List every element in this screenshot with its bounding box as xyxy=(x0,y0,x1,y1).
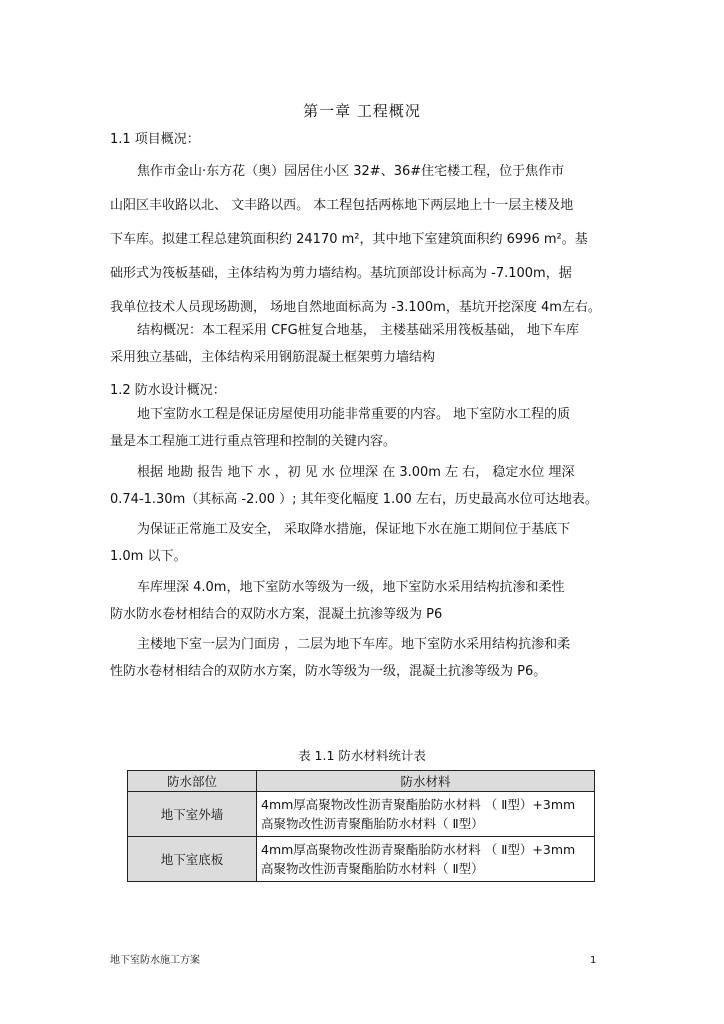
cell-part: 地下室底板 xyxy=(128,837,257,882)
paragraph-line: 采用独立基础，主体结构采用钢筋混凝土框架剪力墙结构 xyxy=(110,350,436,365)
material-line: 4mm厚高聚物改性沥青聚酯胎防水材料 （ Ⅱ型）+3mm xyxy=(261,842,576,857)
table-row xyxy=(128,837,595,882)
paragraph-line: 性防水卷材相结合的双防水方案，防水等级为一级，混凝土抗渗等级为 P6。 xyxy=(110,664,547,679)
header-material: 防水材料 xyxy=(257,771,595,792)
chapter-title: 第一章 工程概况 xyxy=(303,102,421,120)
table-caption: 表 1.1 防水材料统计表 xyxy=(298,748,426,763)
material-line: 高聚物改性沥青聚酯胎防水材料（ Ⅱ型） xyxy=(261,816,484,831)
paragraph-line: 山阳区丰收路以北、 文丰路以西。 本工程包括两栋地下两层地上十一层主楼及地 xyxy=(110,198,574,213)
material-line: 4mm厚高聚物改性沥青聚酯胎防水材料 （ Ⅱ型）+3mm xyxy=(261,797,576,812)
table-header-row xyxy=(128,771,595,792)
paragraph-line: 防水防水卷材相结合的双防水方案，混凝土抗渗等级为 P6 xyxy=(110,607,443,622)
paragraph-line: 量是本工程施工进行重点管理和控制的关键内容。 xyxy=(110,434,397,449)
cell-material xyxy=(257,837,595,882)
waterproof-materials-table xyxy=(127,770,595,882)
header-part: 防水部位 xyxy=(128,771,257,792)
material-line: 高聚物改性沥青聚酯胎防水材料（ Ⅱ型） xyxy=(261,861,484,876)
cell-part: 地下室外墙 xyxy=(128,792,257,837)
paragraph-line: 下车库。拟建工程总建筑面积约 24170 m²，其中地下室建筑面积约 6996 m²。基 xyxy=(110,232,588,247)
paragraph-line: 根据 地勘 报告 地下 水 ，初 见 水 位埋深 在 3.00m 左 右， 稳定水位 埋深 xyxy=(137,465,575,480)
table-row xyxy=(128,792,595,837)
paragraph-line: 焦作市金山·东方花（奥）园居住小区 32#、36#住宅楼工程，位于焦作市 xyxy=(137,164,565,179)
footer-title: 地下室防水施工方案 xyxy=(110,955,200,966)
paragraph-line: 地下室防水工程是保证房屋使用功能非常重要的内容。 地下室防水工程的质 xyxy=(137,407,571,422)
paragraph-line: 我单位技术人员现场勘测， 场地自然地面标高为 -3.100m，基坑开挖深度 4m左右。 xyxy=(110,300,601,315)
paragraph-line: 结构概况：本工程采用 CFG桩复合地基， 主楼基础采用筏板基础， 地下车库 xyxy=(137,323,580,338)
paragraph-line: 为保证正常施工及安全， 采取降水措施，保证地下水在施工期间位于基底下 xyxy=(137,522,571,537)
paragraph-line: 车库埋深 4.0m，地下室防水等级为一级，地下室防水采用结构抗渗和柔性 xyxy=(137,580,565,595)
paragraph-line: 主楼地下室一层为门面房 ，二层为地下车库。地下室防水采用结构抗渗和柔 xyxy=(137,637,571,652)
page-number: 1 xyxy=(590,955,597,966)
paragraph-line: 1.0m 以下。 xyxy=(110,549,187,564)
section-heading-1-2: 1.2 防水设计概况： xyxy=(110,383,226,398)
cell-material xyxy=(257,792,595,837)
section-heading-1-1: 1.1 项目概况： xyxy=(110,132,200,147)
paragraph-line: 础形式为筏板基础，主体结构为剪力墙结构。基坑顶部设计标高为 -7.100m，据 xyxy=(110,266,572,281)
paragraph-line: 0.74-1.30m（其标高 -2.00 ）; 其年变化幅度 1.00 左右，历史最高水位可达地表。 xyxy=(110,492,598,507)
